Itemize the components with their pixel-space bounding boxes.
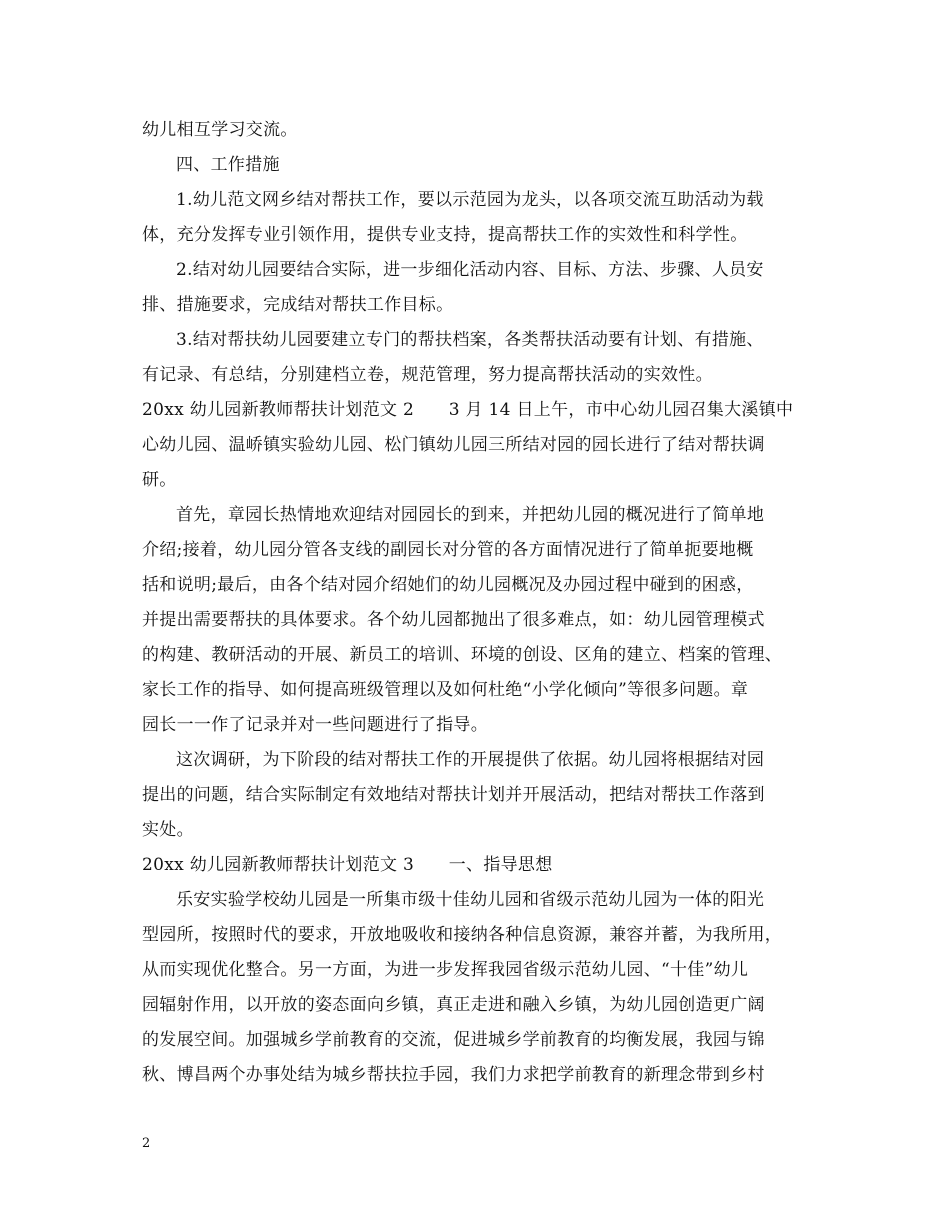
text-line: 实处。: [142, 820, 194, 840]
text-line: 从而实现优化整合。另一方面，为进一步发挥我园省级示范幼儿园、“十佳”幼儿: [142, 960, 749, 980]
text-line: 园长一一作了记录并对一些问题进行了指导。: [142, 715, 488, 735]
text-line: 有记录、有总结，分别建档立卷，规范管理，努力提高帮扶活动的实效性。: [142, 365, 713, 385]
text-line: 的发展空间。加强城乡学前教育的交流，促进城乡学前教育的均衡发展，我园与锦: [142, 1030, 765, 1050]
text-line: 乐安实验学校幼儿园是一所集市级十佳幼儿园和省级示范幼儿园为一体的阳光: [176, 890, 765, 910]
text-line: 心幼儿园、温峤镇实验幼儿园、松门镇幼儿园三所结对园的园长进行了结对帮扶调: [142, 435, 765, 455]
text-line: 的构建、教研活动的开展、新员工的培训、环境的创设、区角的建立、档案的管理、: [142, 645, 783, 665]
text-line: 2.结对幼儿园要结合实际，进一步细化活动内容、目标、方法、步骤、人员安: [176, 260, 764, 280]
page-number: 2: [142, 1136, 151, 1151]
text-line: 括和说明;最后，由各个结对园介绍她们的幼儿园概况及办园过程中碰到的困惑，: [142, 575, 754, 595]
text-line: 介绍;接着，幼儿园分管各支线的副园长对分管的各方面情况进行了简单扼要地概: [142, 540, 754, 560]
text-line: 家长工作的指导、如何提高班级管理以及如何杜绝“小学化倾向”等很多问题。章: [142, 680, 749, 700]
text-line: 研。: [142, 470, 177, 490]
text-line: 提出的问题，结合实际制定有效地结对帮扶计划并开展活动，把结对帮扶工作落到: [142, 785, 765, 805]
text-line: 秋、博昌两个办事处结为城乡帮扶拉手园，我们力求把学前教育的新理念带到乡村: [142, 1065, 765, 1085]
text-line: 幼儿相互学习交流。: [142, 120, 298, 140]
section-heading: 四、工作措施: [176, 155, 280, 175]
text-line: 20xx 幼儿园新教师帮扶计划范文 3 一、指导思想: [142, 855, 553, 875]
text-line: 这次调研，为下阶段的结对帮扶工作的开展提供了依据。幼儿园将根据结对园: [176, 750, 765, 770]
text-line: 1.幼儿范文网乡结对帮扶工作，要以示范园为龙头，以各项交流互助活动为载: [176, 190, 764, 210]
text-line: 首先，章园长热情地欢迎结对园园长的到来，并把幼儿园的概况进行了简单地: [176, 505, 765, 525]
text-line: 3.结对帮扶幼儿园要建立专门的帮扶档案，各类帮扶活动要有计划、有措施、: [176, 330, 764, 350]
text-line: 20xx 幼儿园新教师帮扶计划范文 2 3 月 14 日上午，市中心幼儿园召集大溪镇中: [142, 400, 794, 420]
text-line: 排、措施要求，完成结对帮扶工作目标。: [142, 295, 454, 315]
text-line: 并提出需要帮扶的具体要求。各个幼儿园都抛出了很多难点，如：幼儿园管理模式: [142, 610, 765, 630]
text-line: 型园所，按照时代的要求，开放地吸收和接纳各种信息资源，兼容并蓄，为我所用，: [142, 925, 783, 945]
text-line: 体，充分发挥专业引领作用，提供专业支持，提高帮扶工作的实效性和科学性。: [142, 225, 748, 245]
text-line: 园辐射作用，以开放的姿态面向乡镇，真正走进和融入乡镇，为幼儿园创造更广阔: [142, 995, 765, 1015]
